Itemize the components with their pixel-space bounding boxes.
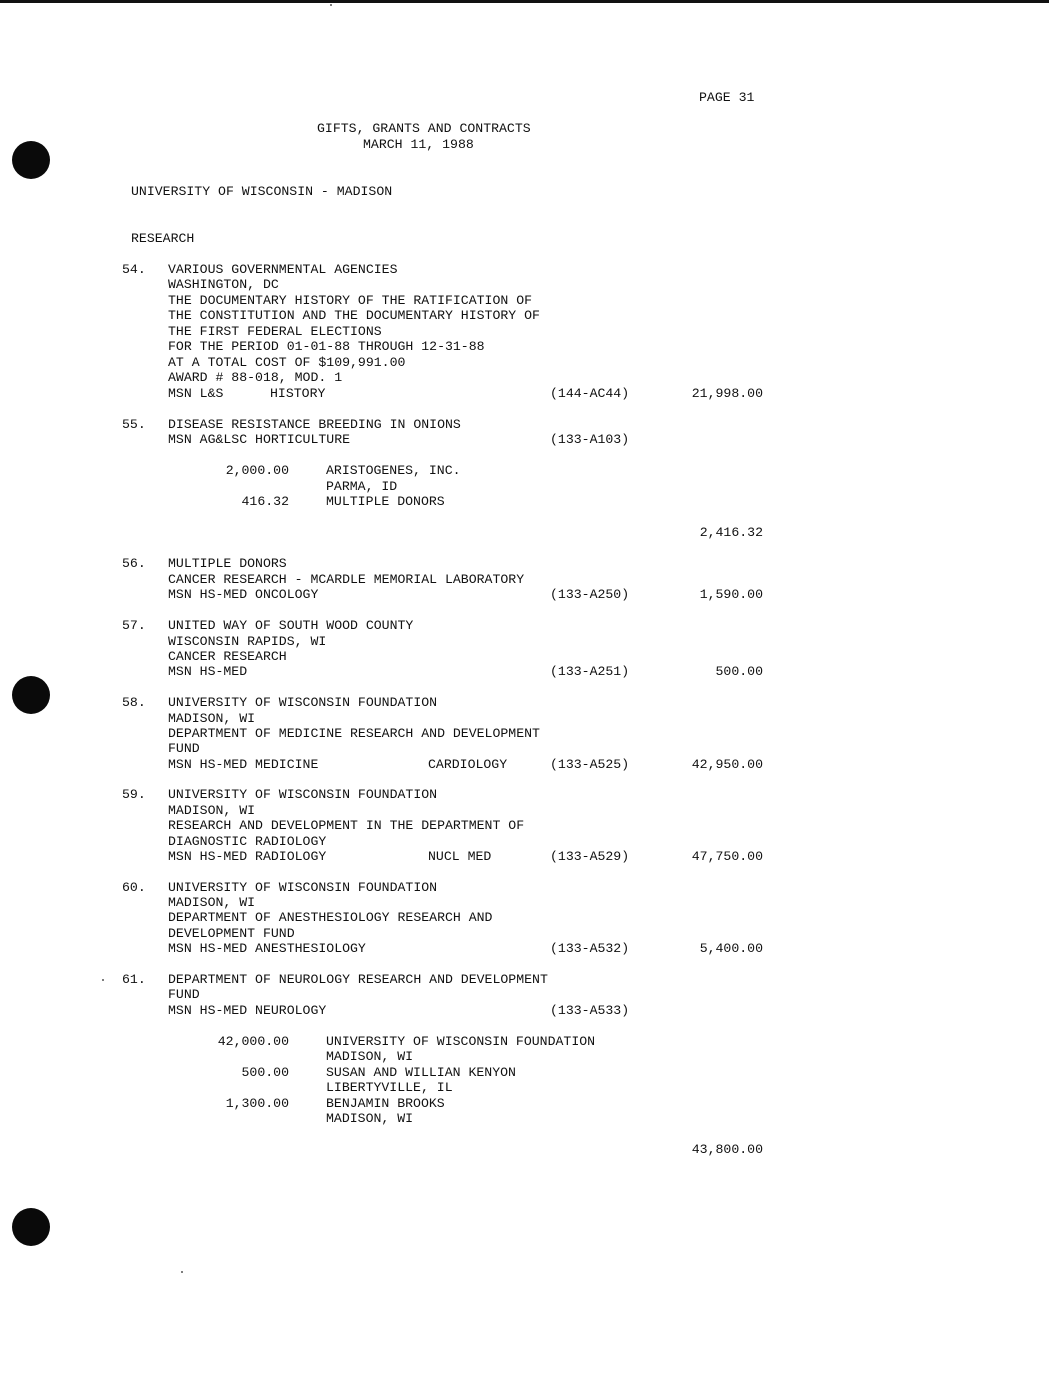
entry-line: DEPARTMENT OF ANESTHESIOLOGY RESEARCH AND — [168, 910, 493, 925]
entry-account-code: (133-A250) — [550, 587, 630, 602]
entry-line: MADISON, WI — [168, 895, 256, 910]
entry-number: 55. — [122, 417, 146, 432]
entry-line: DEPARTMENT OF NEUROLOGY RESEARCH AND DEVELOPMENT — [168, 972, 548, 987]
entry-account-code: (133-A532) — [550, 941, 630, 956]
entry-line: UNIVERSITY OF WISCONSIN FOUNDATION — [168, 880, 438, 895]
entry-amount: 5,400.00 — [699, 941, 763, 956]
entry-line: WISCONSIN RAPIDS, WI — [168, 634, 327, 649]
entry-line: FOR THE PERIOD 01-01-88 THROUGH 12-31-88 — [168, 339, 485, 354]
entry-line: UNIVERSITY OF WISCONSIN FOUNDATION — [168, 787, 438, 802]
entry-account-code: (133-A529) — [550, 849, 630, 864]
entry-line: VARIOUS GOVERNMENTAL AGENCIES — [168, 262, 398, 277]
entry-line: CANCER RESEARCH — [168, 649, 287, 664]
entry-amount: 47,750.00 — [691, 849, 763, 864]
entry-total: 43,800.00 — [691, 1142, 763, 1157]
entry-department: MSN L&S — [168, 386, 224, 401]
scan-speck — [181, 1271, 183, 1273]
entry-line: CANCER RESEARCH - MCARDLE MEMORIAL LABORATORY — [168, 572, 525, 587]
donor-name: UNIVERSITY OF WISCONSIN FOUNDATION — [326, 1034, 596, 1049]
donor-amount: 500.00 — [241, 1065, 289, 1080]
entry-amount: 21,998.00 — [691, 386, 763, 401]
donor-amount: 416.32 — [241, 494, 289, 509]
entry-department: MSN HS-MED ANESTHESIOLOGY — [168, 941, 366, 956]
entry-line: AWARD # 88-018, MOD. 1 — [168, 370, 343, 385]
donor-location: MADISON, WI — [326, 1111, 414, 1126]
scan-speck — [102, 979, 104, 981]
document-date: MARCH 11, 1988 — [363, 137, 474, 152]
donor-name: BENJAMIN BROOKS — [326, 1096, 445, 1111]
entry-line: WASHINGTON, DC — [168, 277, 279, 292]
entry-amount: 42,950.00 — [691, 757, 763, 772]
entry-line: DEVELOPMENT FUND — [168, 926, 295, 941]
entry-department: MSN HS-MED ONCOLOGY — [168, 587, 319, 602]
entry-line: UNIVERSITY OF WISCONSIN FOUNDATION — [168, 695, 438, 710]
entry-line: DIAGNOSTIC RADIOLOGY — [168, 834, 327, 849]
document-title: GIFTS, GRANTS AND CONTRACTS — [317, 121, 531, 136]
page-top-edge — [0, 0, 1049, 3]
entry-subdepartment: NUCL MED — [428, 849, 492, 864]
donor-amount: 2,000.00 — [225, 463, 289, 478]
entry-department: MSN HS-MED NEUROLOGY — [168, 1003, 327, 1018]
entry-line: THE CONSTITUTION AND THE DOCUMENTARY HISTORY OF — [168, 308, 540, 323]
punch-hole-middle — [12, 676, 50, 714]
section-heading: RESEARCH — [131, 231, 195, 246]
donor-location: PARMA, ID — [326, 479, 398, 494]
entry-number: 61. — [122, 972, 146, 987]
entry-line: MADISON, WI — [168, 803, 256, 818]
entry-line: DEPARTMENT OF MEDICINE RESEARCH AND DEVELOPMENT — [168, 726, 540, 741]
entry-line: FUND — [168, 741, 200, 756]
entry-department: MSN HS-MED — [168, 664, 248, 679]
entry-department: MSN HS-MED MEDICINE — [168, 757, 319, 772]
entry-line: DISEASE RESISTANCE BREEDING IN ONIONS — [168, 417, 461, 432]
donor-location: MADISON, WI — [326, 1049, 414, 1064]
entry-line: AT A TOTAL COST OF $109,991.00 — [168, 355, 406, 370]
scan-speck — [330, 4, 332, 6]
entry-number: 58. — [122, 695, 146, 710]
donor-name: ARISTOGENES, INC. — [326, 463, 461, 478]
entry-number: 60. — [122, 880, 146, 895]
entry-line: MULTIPLE DONORS — [168, 556, 287, 571]
entry-line: UNITED WAY OF SOUTH WOOD COUNTY — [168, 618, 414, 633]
donor-name: SUSAN AND WILLIAN KENYON — [326, 1065, 516, 1080]
page-number: PAGE 31 — [699, 90, 755, 105]
donor-amount: 42,000.00 — [217, 1034, 289, 1049]
entry-account-code: (133-A103) — [550, 432, 630, 447]
entry-account-code: (133-A525) — [550, 757, 630, 772]
entry-line: THE FIRST FEDERAL ELECTIONS — [168, 324, 382, 339]
donor-location: LIBERTYVILLE, IL — [326, 1080, 453, 1095]
entry-number: 59. — [122, 787, 146, 802]
entry-department: MSN HS-MED RADIOLOGY — [168, 849, 327, 864]
entry-amount: 500.00 — [715, 664, 763, 679]
entry-number: 57. — [122, 618, 146, 633]
entry-account-code: (133-A533) — [550, 1003, 630, 1018]
donor-amount: 1,300.00 — [225, 1096, 289, 1111]
entry-total: 2,416.32 — [699, 525, 763, 540]
entry-account-code: (133-A251) — [550, 664, 630, 679]
entry-line: THE DOCUMENTARY HISTORY OF THE RATIFICATION OF — [168, 293, 533, 308]
entry-line: RESEARCH AND DEVELOPMENT IN THE DEPARTMENT OF — [168, 818, 525, 833]
entry-line: MADISON, WI — [168, 711, 256, 726]
entry-department: MSN AG&LSC HORTICULTURE — [168, 432, 351, 447]
punch-hole-top — [12, 141, 50, 179]
entry-number: 54. — [122, 262, 146, 277]
entry-number: 56. — [122, 556, 146, 571]
entry-subdepartment: HISTORY — [270, 386, 326, 401]
punch-hole-bottom — [12, 1208, 50, 1246]
entry-line: FUND — [168, 987, 200, 1002]
entry-account-code: (144-AC44) — [550, 386, 630, 401]
entry-subdepartment: CARDIOLOGY — [428, 757, 508, 772]
entry-amount: 1,590.00 — [699, 587, 763, 602]
institution-name: UNIVERSITY OF WISCONSIN - MADISON — [131, 184, 393, 199]
donor-name: MULTIPLE DONORS — [326, 494, 445, 509]
